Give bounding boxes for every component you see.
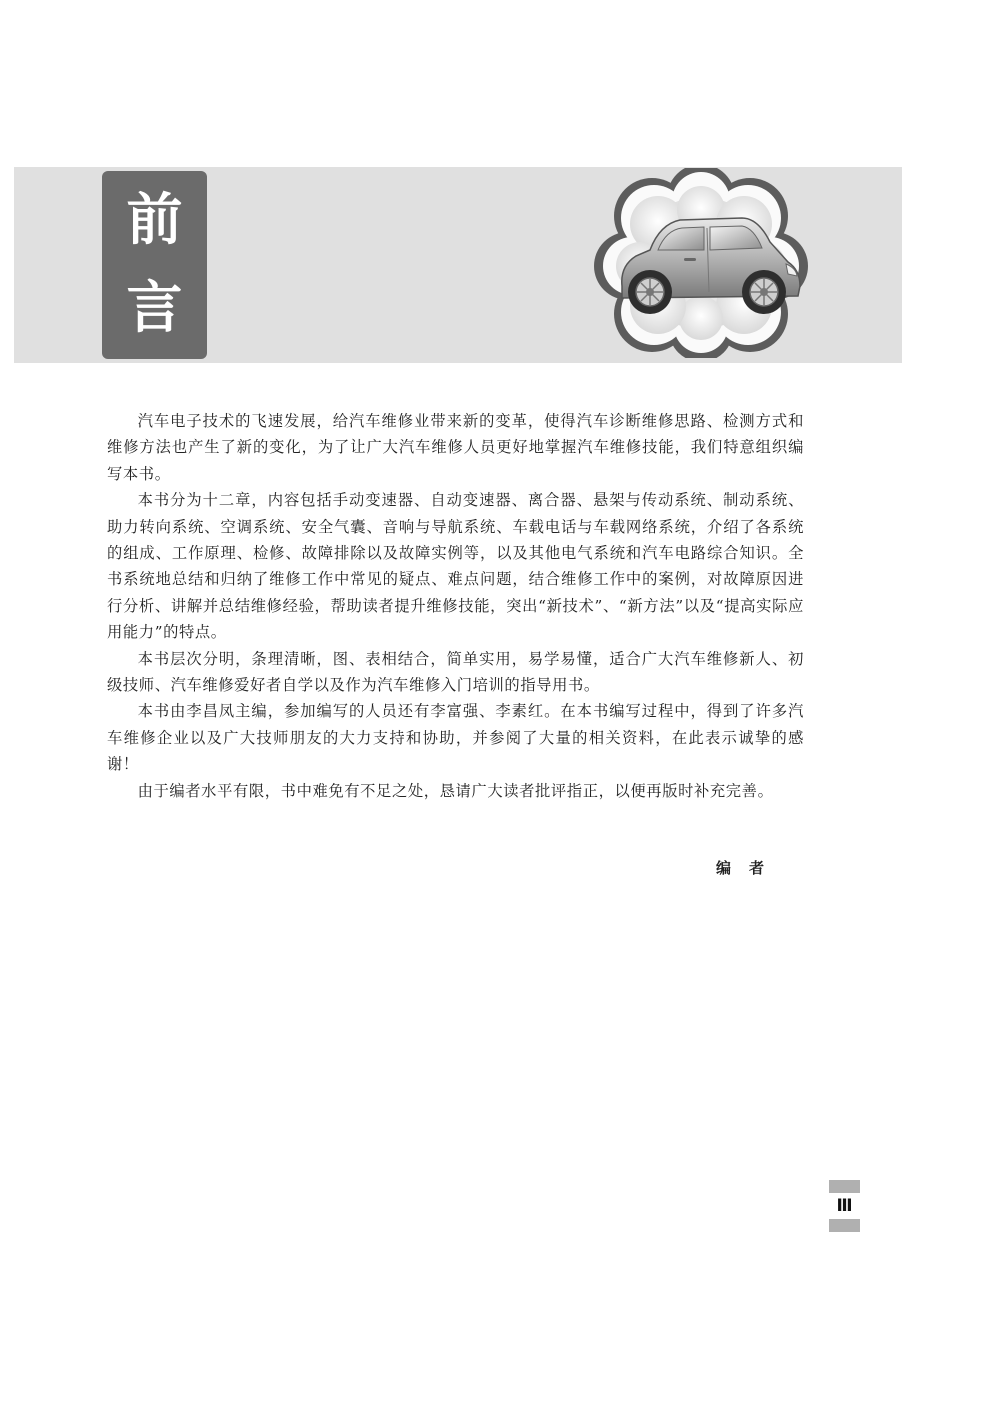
- paragraph-2: 本书分为十二章，内容包括手动变速器、自动变速器、离合器、悬架与传动系统、制动系统、助力转向系统、空调系统、安全气囊、音响与导航系统、车载电话与车载网络系统，介绍了各系统的组成、工作原理、检修、故障排除以及故障实例等，以及其他电气系统和汽车电路综合知识。全书系统地总结和归纳了维修工作中常见的疑点、难点问题，结合维修工作中的案例，对故障原因进行分析、讲解并总结维修经验，帮助读者提升维修技能，突出“新技术”、“新方法”以及“提高实际应用能力”的特点。: [107, 491, 804, 642]
- page-number-marker: [829, 1180, 860, 1232]
- page-marker-top-bar: [829, 1180, 860, 1193]
- page-title: [102, 171, 207, 359]
- page-marker-bottom-bar: [829, 1219, 860, 1232]
- author-signature: 编者: [716, 859, 783, 877]
- car-illustration-icon: [592, 168, 810, 358]
- page-title-char-2: 言: [126, 276, 183, 341]
- paragraph-1: 汽车电子技术的飞速发展，给汽车维修业带来新的变革，使得汽车诊断维修思路、检测方式和维修方法也产生了新的变化，为了让广大汽车维修人员更好地掌握汽车维修技能，我们特意组织编写本书。: [107, 412, 804, 483]
- preface-body: [107, 408, 804, 804]
- page-title-char-1: 前: [126, 188, 183, 253]
- page-number: Ⅲ: [836, 1196, 853, 1216]
- paragraph-5: 由于编者水平有限，书中难免有不足之处，恳请广大读者批评指正，以便再版时补充完善。: [137, 781, 774, 800]
- paragraph-4: 本书由李昌凤主编，参加编写的人员还有李富强、李素红。在本书编写过程中，得到了许多汽车维修企业以及广大技师朋友的大力支持和协助，并参阅了大量的相关资料，在此表示诚挚的感谢！: [107, 702, 804, 774]
- paragraph-3: 本书层次分明，条理清晰，图、表相结合，简单实用，易学易懂，适合广大汽车维修新人、初级技师、汽车维修爱好者自学以及作为汽车维修入门培训的指导用书。: [107, 649, 804, 695]
